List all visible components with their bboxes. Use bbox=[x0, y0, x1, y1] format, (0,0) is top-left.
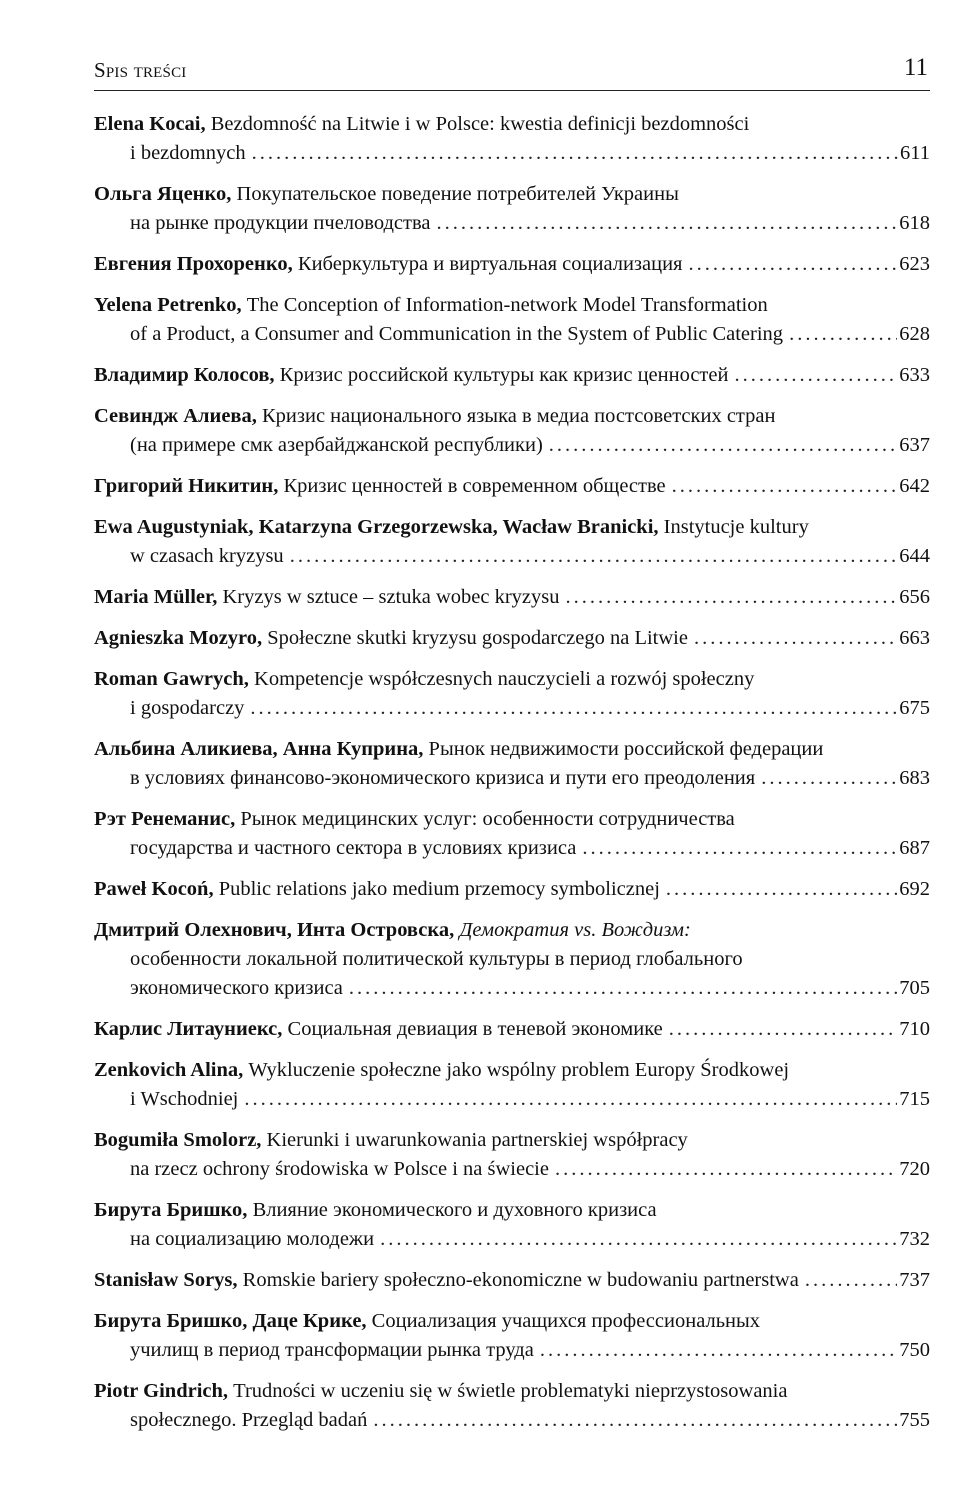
entry-page-number: 675 bbox=[899, 697, 930, 719]
entry-authors: Бирута Бришко, Даце Крике, bbox=[94, 1310, 367, 1332]
entry-title-continuation: училищ в период трансформации рынка труда bbox=[130, 1339, 534, 1361]
entry-title-continuation: на социализацию молодежи bbox=[130, 1228, 375, 1250]
entry-title-continuation: экономического кризиса bbox=[130, 977, 343, 999]
entry-title-continuation: społecznego. Przegląd badań bbox=[130, 1409, 368, 1431]
entry-first-line bbox=[94, 735, 930, 764]
dot-leader bbox=[789, 320, 897, 349]
entry-first-line bbox=[94, 1126, 930, 1155]
entry-authors: Yelena Petrenko, bbox=[94, 294, 242, 316]
toc-entry bbox=[94, 1377, 930, 1435]
entry-first-line bbox=[94, 291, 930, 320]
entry-authors: Рэт Ренеманис, bbox=[94, 808, 236, 830]
entry-page-number: 705 bbox=[899, 977, 930, 999]
entry-page-number: 611 bbox=[900, 142, 930, 164]
entry-first-line bbox=[94, 665, 930, 694]
toc-entry bbox=[94, 583, 930, 612]
entry-first-line bbox=[94, 110, 930, 139]
toc-entry bbox=[94, 916, 930, 1003]
dot-leader bbox=[349, 974, 897, 1003]
entry-first-line bbox=[94, 1196, 930, 1225]
entry-page-number: 692 bbox=[899, 878, 930, 900]
entry-page-number: 637 bbox=[899, 434, 930, 456]
entry-title: Społeczne skutki kryzysu gospodarczego na Litwie bbox=[267, 627, 688, 649]
toc-entry bbox=[94, 624, 930, 653]
entry-page-number: 737 bbox=[899, 1269, 930, 1291]
entry-first-line bbox=[94, 402, 930, 431]
dot-leader bbox=[805, 1266, 897, 1295]
entry-authors: Карлис Литауниекс, bbox=[94, 1018, 283, 1040]
entry-authors: Piotr Gindrich, bbox=[94, 1380, 229, 1402]
entry-first-line bbox=[94, 250, 930, 279]
entry-title: Кризис национального языка в медиа постсоветских стран bbox=[262, 405, 776, 427]
dot-leader bbox=[290, 542, 898, 571]
dot-leader bbox=[380, 1225, 897, 1254]
entry-title: Кризис российской культуры как кризис ценностей bbox=[279, 364, 729, 386]
entry-title-continuation: of a Product, a Consumer and Communication in the System of Public Catering bbox=[130, 323, 784, 345]
entry-authors: Maria Müller, bbox=[94, 586, 218, 608]
entry-continuation-line bbox=[94, 974, 930, 1003]
entry-authors: Севиндж Алиева, bbox=[94, 405, 257, 427]
dot-leader bbox=[555, 1155, 897, 1184]
entry-authors: Григорий Никитин, bbox=[94, 475, 279, 497]
entry-first-line bbox=[94, 875, 930, 904]
entry-authors: Roman Gawrych, bbox=[94, 668, 249, 690]
entry-title: The Conception of Information-network Model Transformation bbox=[246, 294, 768, 316]
entry-authors: Elena Kocai, bbox=[94, 113, 206, 135]
entry-first-line bbox=[94, 361, 930, 390]
toc-entry bbox=[94, 805, 930, 863]
entry-page-number: 755 bbox=[899, 1409, 930, 1431]
toc-entry bbox=[94, 1307, 930, 1365]
entry-first-line bbox=[94, 1307, 930, 1336]
entry-continuation-line bbox=[94, 431, 930, 460]
entry-title: Покупательское поведение потребителей Украины bbox=[236, 183, 679, 205]
running-head: Spis treści bbox=[94, 58, 187, 82]
dot-leader bbox=[250, 694, 897, 723]
entry-page-number: 720 bbox=[899, 1158, 930, 1180]
entry-title-continuation: на рынке продукции пчеловодства bbox=[130, 212, 431, 234]
entry-first-line bbox=[94, 1056, 930, 1085]
toc-entry bbox=[94, 1015, 930, 1044]
entry-title: Bezdomność na Litwie i w Polsce: kwestia definicji bezdomności bbox=[210, 113, 750, 135]
entry-page-number: 750 bbox=[899, 1339, 930, 1361]
entry-page-number: 618 bbox=[899, 212, 930, 234]
entry-first-line bbox=[94, 916, 930, 945]
entry-title: Kierunki i uwarunkowania partnerskiej współpracy bbox=[266, 1129, 688, 1151]
dot-leader bbox=[540, 1336, 897, 1365]
toc-entry bbox=[94, 402, 930, 460]
entry-title: Kryzys w sztuce – sztuka wobec kryzysu bbox=[222, 586, 560, 608]
entry-authors: Bogumiła Smolorz, bbox=[94, 1129, 262, 1151]
entry-authors: Ewa Augustyniak, Katarzyna Grzegorzewska, Wacław Branicki, bbox=[94, 516, 659, 538]
entry-title-continuation: в условиях финансово-экономического кризиса и пути его преодоления bbox=[130, 767, 756, 789]
entry-continuation-line bbox=[94, 764, 930, 793]
entry-title-continuation: i gospodarczy bbox=[130, 697, 245, 719]
toc-entry bbox=[94, 1266, 930, 1295]
entry-authors: Владимир Колосов, bbox=[94, 364, 275, 386]
toc-entry bbox=[94, 1196, 930, 1254]
toc-entry bbox=[94, 291, 930, 349]
entry-page-number: 732 bbox=[899, 1228, 930, 1250]
entry-continuation-line bbox=[94, 1155, 930, 1184]
entry-continuation-line bbox=[94, 1225, 930, 1254]
entry-first-line bbox=[94, 1377, 930, 1406]
entry-title: Wykluczenie społeczne jako wspólny problem Europy Środkowej bbox=[248, 1059, 790, 1081]
entry-title: Социальная девиация в теневой экономике bbox=[287, 1018, 663, 1040]
entry-first-line bbox=[94, 180, 930, 209]
table-of-contents bbox=[94, 110, 930, 1447]
entry-authors: Альбина Аликиева, Анна Куприна, bbox=[94, 738, 424, 760]
entry-title: Социализация учащихся профессиональных bbox=[371, 1310, 761, 1332]
toc-entry bbox=[94, 1126, 930, 1184]
dot-leader bbox=[582, 834, 897, 863]
entry-authors: Евгения Прохоренко, bbox=[94, 253, 293, 275]
toc-entry bbox=[94, 110, 930, 168]
entry-page-number: 715 bbox=[899, 1088, 930, 1110]
dot-leader bbox=[734, 361, 897, 390]
dot-leader bbox=[244, 1085, 897, 1114]
entry-title-continuation: i bezdomnych bbox=[130, 142, 246, 164]
entry-title-continuation: na rzecz ochrony środowiska w Polsce i na świecie bbox=[130, 1158, 549, 1180]
toc-entry bbox=[94, 665, 930, 723]
entry-continuation-line bbox=[94, 320, 930, 349]
entry-authors: Stanisław Sorys, bbox=[94, 1269, 238, 1291]
dot-leader bbox=[672, 472, 898, 501]
entry-page-number: 628 bbox=[899, 323, 930, 345]
entry-title-continuation: (на примере смк азербайджанской республики) bbox=[130, 434, 543, 456]
dot-leader bbox=[694, 624, 897, 653]
entry-first-line bbox=[94, 513, 930, 542]
dot-leader bbox=[689, 250, 898, 279]
entry-continuation-line bbox=[94, 694, 930, 723]
toc-entry bbox=[94, 472, 930, 501]
entry-title: Киберкультура и виртуальная социализация bbox=[297, 253, 683, 275]
entry-page-number: 642 bbox=[899, 475, 930, 497]
entry-continuation-line bbox=[94, 542, 930, 571]
entry-page-number: 710 bbox=[899, 1018, 930, 1040]
entry-first-line bbox=[94, 805, 930, 834]
entry-first-line bbox=[94, 624, 930, 653]
entry-title: Trudności w uczeniu się w świetle problematyki nieprzystosowania bbox=[233, 1380, 788, 1402]
dot-leader bbox=[761, 764, 897, 793]
entry-page-number: 687 bbox=[899, 837, 930, 859]
entry-title: Кризис ценностей в современном обществе bbox=[283, 475, 666, 497]
toc-entry bbox=[94, 735, 930, 793]
entry-authors: Дмитрий Олехнович, Инта Островска, bbox=[94, 919, 455, 941]
entry-title: Kompetencje współczesnych nauczycieli a rozwój społeczny bbox=[254, 668, 755, 690]
entry-title: Romskie bariery społeczno-ekonomiczne w budowaniu partnerstwa bbox=[242, 1269, 799, 1291]
entry-page-number: 663 bbox=[899, 627, 930, 649]
entry-continuation-line bbox=[94, 139, 930, 168]
dot-leader bbox=[549, 431, 897, 460]
dot-leader bbox=[566, 583, 898, 612]
toc-entry bbox=[94, 513, 930, 571]
toc-entry bbox=[94, 875, 930, 904]
toc-entry bbox=[94, 250, 930, 279]
dot-leader bbox=[252, 139, 898, 168]
dot-leader bbox=[373, 1406, 897, 1435]
dot-leader bbox=[436, 209, 897, 238]
entry-title-continuation: i Wschodniej bbox=[130, 1088, 239, 1110]
entry-page-number: 683 bbox=[899, 767, 930, 789]
entry-authors: Zenkovich Alina, bbox=[94, 1059, 244, 1081]
entry-page-number: 623 bbox=[899, 253, 930, 275]
entry-authors: Agnieszka Mozyro, bbox=[94, 627, 263, 649]
toc-entry bbox=[94, 180, 930, 238]
entry-continuation-line bbox=[94, 209, 930, 238]
dot-leader bbox=[669, 1015, 898, 1044]
entry-continuation-line bbox=[94, 834, 930, 863]
entry-first-line bbox=[94, 472, 930, 501]
entry-title-continuation: государства и частного сектора в условиях кризиса bbox=[130, 837, 577, 859]
entry-title: Рынок недвижимости российской федерации bbox=[428, 738, 824, 760]
toc-entry bbox=[94, 1056, 930, 1114]
page-header bbox=[94, 52, 930, 91]
entry-title: Рынок медицинских услуг: особенности сотрудничества bbox=[240, 808, 735, 830]
entry-first-line bbox=[94, 583, 930, 612]
entry-title-continuation: особенности локальной политической культуры в период глобального bbox=[130, 948, 743, 970]
entry-continuation-line bbox=[94, 1336, 930, 1365]
entry-page-number: 633 bbox=[899, 364, 930, 386]
entry-authors: Paweł Kocoń, bbox=[94, 878, 214, 900]
entry-continuation-line bbox=[94, 1406, 930, 1435]
toc-entry bbox=[94, 361, 930, 390]
entry-title: Public relations jako medium przemocy symbolicznej bbox=[218, 878, 660, 900]
page-number: 11 bbox=[903, 54, 928, 81]
entry-continuation-line bbox=[94, 1085, 930, 1114]
dot-leader bbox=[666, 875, 897, 904]
entry-title: Демократия vs. Вождизм: bbox=[459, 919, 691, 941]
entry-continuation-line bbox=[94, 945, 930, 974]
entry-page-number: 656 bbox=[899, 586, 930, 608]
entry-title: Instytucje kultury bbox=[663, 516, 809, 538]
entry-first-line bbox=[94, 1266, 930, 1295]
entry-authors: Бирута Бришко, bbox=[94, 1199, 248, 1221]
entry-title-continuation: w czasach kryzysu bbox=[130, 545, 284, 567]
entry-authors: Ольга Яценко, bbox=[94, 183, 232, 205]
entry-title: Влияние экономического и духовного кризиса bbox=[252, 1199, 657, 1221]
entry-page-number: 644 bbox=[899, 545, 930, 567]
entry-first-line bbox=[94, 1015, 930, 1044]
